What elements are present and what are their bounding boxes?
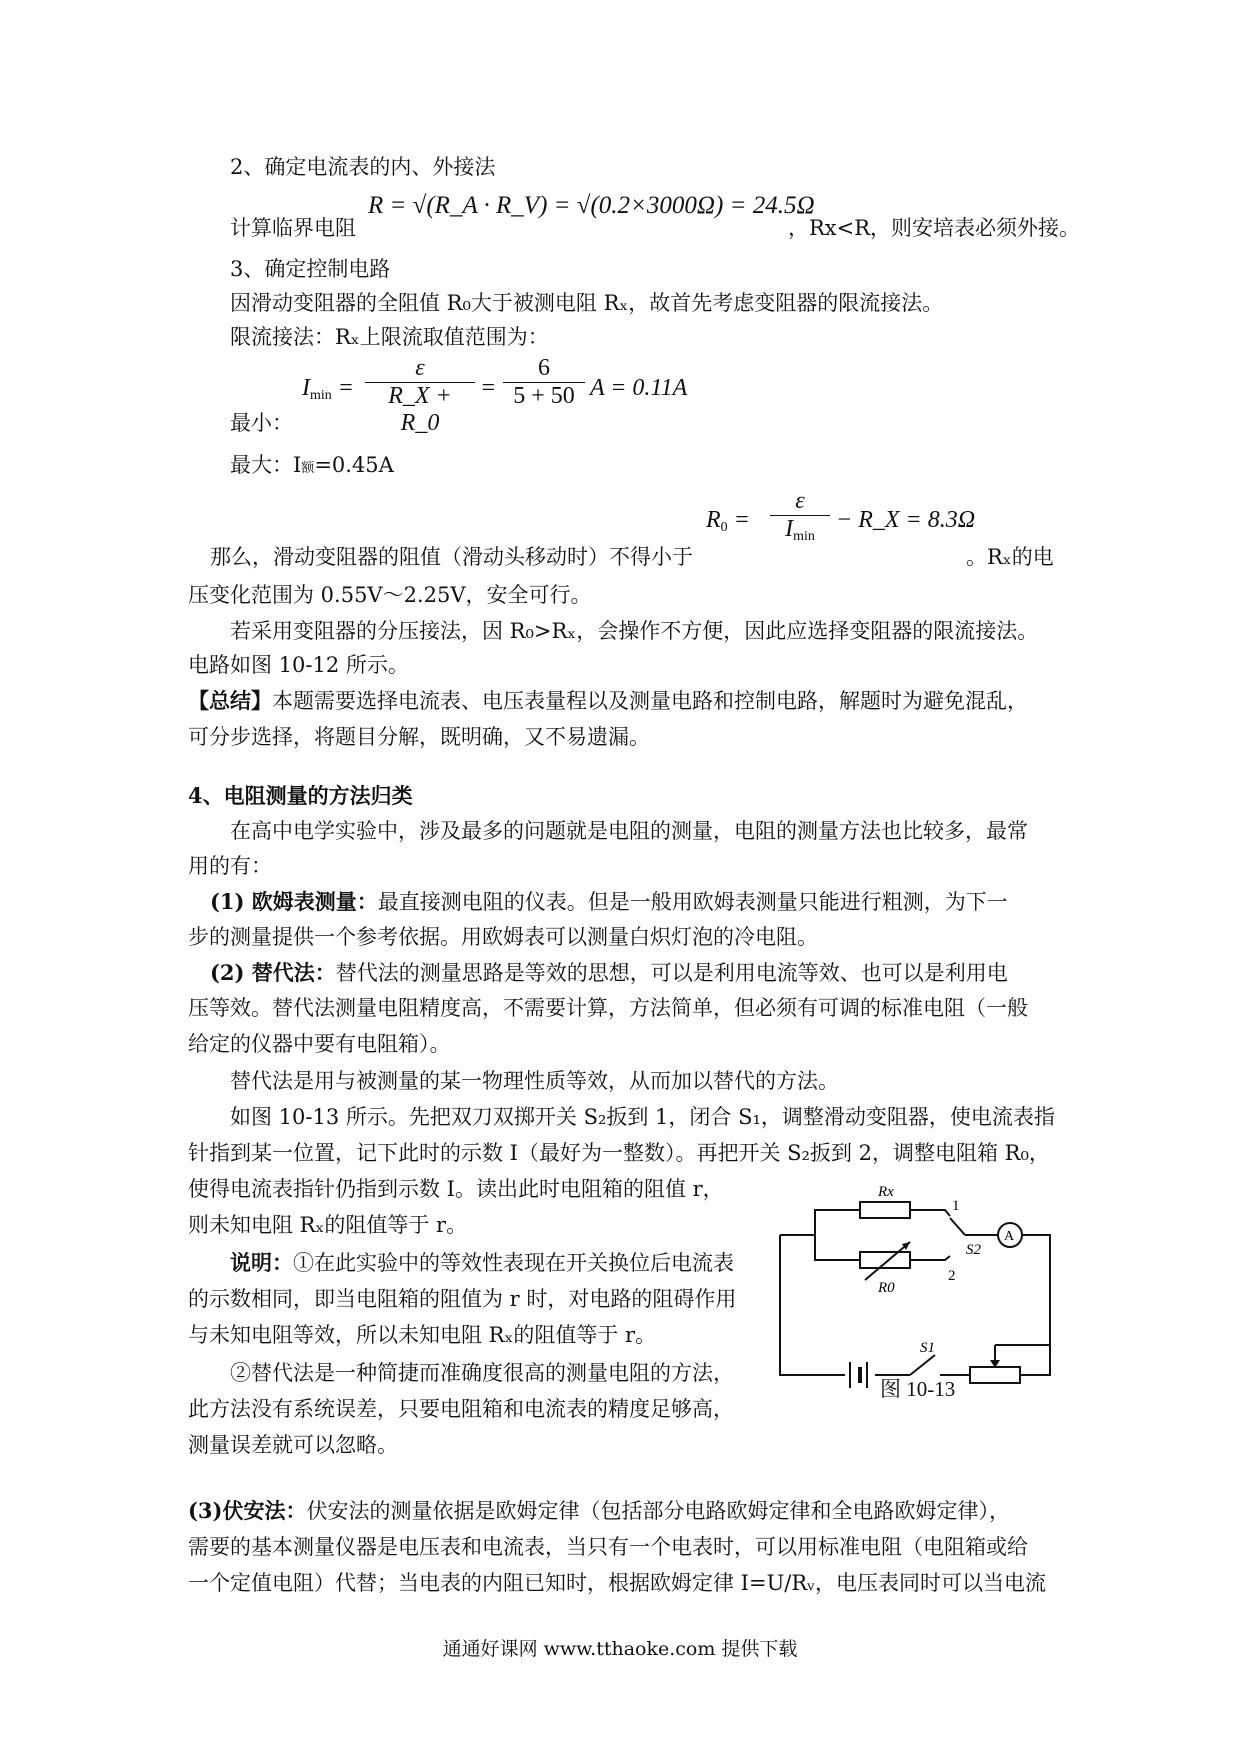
label-s1: S1 xyxy=(920,1340,935,1356)
paragraph-line: ②替代法是一种简捷而准确度很高的测量电阻的方法， xyxy=(230,1361,734,1385)
paragraph-line: 限流接法：Rₓ上限流取值范围为： xyxy=(230,325,549,349)
paragraph-line: 电路如图 10-12 所示。 xyxy=(188,653,409,677)
paragraph-line: 若采用变阻器的分压接法，因 R₀>Rₓ，会操作不方便，因此应选择变阻器的限流接法。 xyxy=(230,619,1039,643)
paragraph-line: 的示数相同，即当电阻箱的阻值为 r 时，对电路的阻碍作用 xyxy=(188,1287,737,1311)
circuit-wire xyxy=(1020,1235,1050,1375)
critical-resistance-conclusion: ，Rx<R，则安培表必须外接。 xyxy=(788,216,1081,240)
switch-s1 xyxy=(910,1355,935,1375)
fraction-numerator: ε xyxy=(795,488,805,514)
section4-heading: 4、电阻测量的方法归类 xyxy=(188,783,413,808)
method2-line: (2) 替代法：替代法的测量思路是等效的思想，可以是利用电流等效、也可以是利用电 xyxy=(210,960,1008,985)
min-label: 最小： xyxy=(230,411,293,435)
figure-caption: 图 10-13 xyxy=(880,1377,956,1401)
label-rx: Rx xyxy=(878,1184,894,1200)
page-footer: 通通好课网 www.tthaoke.com 提供下载 xyxy=(442,1638,798,1660)
paragraph-line: 那么，滑动变阻器的阻值（滑动头移动时）不得小于 xyxy=(210,545,693,569)
rheostat xyxy=(970,1367,1020,1383)
equals-sign: = xyxy=(480,375,497,401)
variable-arrow xyxy=(865,1242,910,1280)
label-r0: R0 xyxy=(878,1280,895,1296)
label-ammeter: A xyxy=(1004,1229,1015,1244)
max-line: 最大：I额=0.45A xyxy=(230,453,394,477)
paragraph-line: 可分步选择，将题目分解，既明确，又不易遗漏。 xyxy=(188,725,650,749)
method3-line: (3)伏安法：伏安法的测量依据是欧姆定律（包括部分电路欧姆定律和全电路欧姆定律）， xyxy=(188,1498,1010,1523)
note-line: 说明：①在此实验中的等效性表现在开关换位后电流表 xyxy=(230,1250,734,1275)
paragraph-line: 步的测量提供一个参考依据。用欧姆表可以测量白炽灯泡的冷电阻。 xyxy=(188,925,818,949)
method1-line: (1) 欧姆表测量：最直接测电阻的仪表。但是一般用欧姆表测量只能进行粗测，为下一 xyxy=(210,889,1008,914)
critical-resistance-formula: R = √(R_A · R_V) = √(0.2×3000Ω) = 24.5Ω xyxy=(368,192,815,219)
paragraph-line: 给定的仪器中要有电阻箱）。 xyxy=(188,1032,451,1056)
paragraph-line: 在高中电学实验中，涉及最多的问题就是电阻的测量，电阻的测量方法也比较多，最常 xyxy=(230,819,1028,843)
label-s2: S2 xyxy=(966,1242,981,1258)
circuit-wire xyxy=(780,1210,860,1235)
circuit-wire xyxy=(910,1210,950,1216)
paragraph-line: 压变化范围为 0.55V～2.25V，安全可行。 xyxy=(188,583,592,607)
section2-heading: 2、确定电流表的内、外接法 xyxy=(230,155,496,179)
paragraph-line: 。Rₓ的电 xyxy=(966,545,1054,569)
fraction-denominator: 5 + 50 xyxy=(503,382,585,410)
paragraph-line: 一个定值电阻）代替；当电表的内阻已知时，根据欧姆定律 I=U/Rᵥ，电压表同时可以当电流 xyxy=(188,1571,1046,1595)
imin-fraction-2 xyxy=(503,355,585,410)
summary-line: 【总结】本题需要选择电流表、电压表量程以及测量电路和控制电路，解题时为避免混乱， xyxy=(188,688,1028,713)
r0-lhs: $R_0$ = xyxy=(706,507,750,535)
paragraph-line: 如图 10-13 所示。先把双刀双掷开关 S₂扳到 1，闭合 S₁，调整滑动变阻器，使电流表指 xyxy=(230,1105,1055,1129)
paragraph-line: 需要的基本测量仪器是电压表和电流表，当只有一个电表时，可以用标准电阻（电阻箱或给 xyxy=(188,1535,1028,1559)
fraction-numerator: ε xyxy=(415,355,425,381)
imin-lhs: $I_{min}$ = xyxy=(302,375,354,403)
imin-fraction-1 xyxy=(365,355,475,437)
paragraph-line: 使得电流表指针仍指到示数 I。读出此时电阻箱的阻值 r， xyxy=(188,1177,724,1201)
circuit-wire xyxy=(815,1235,860,1260)
imin-rhs: A = 0.11A xyxy=(590,375,688,401)
paragraph-line: 测量误差就可以忽略。 xyxy=(188,1433,398,1457)
resistor-rx xyxy=(860,1202,910,1218)
paragraph-line: 与未知电阻等效，所以未知电阻 Rₓ的阻值等于 r。 xyxy=(188,1323,657,1347)
fraction-denominator: R_X + R_0 xyxy=(365,382,475,437)
critical-resistance-label: 计算临界电阻 xyxy=(230,216,356,240)
paragraph-line: 针指到某一位置，记下此时的示数 I（最好为一整数）。再把开关 S₂扳到 2，调整电阻箱 R₀， xyxy=(188,1141,1050,1165)
summary-tag: 【总结】 xyxy=(188,688,272,713)
section3-heading: 3、确定控制电路 xyxy=(230,257,391,281)
paragraph-line: 则未知电阻 Rₓ的阻值等于 r。 xyxy=(188,1213,468,1237)
paragraph-line: 因滑动变阻器的全阻值 R₀大于被测电阻 Rₓ，故首先考虑变阻器的限流接法。 xyxy=(230,291,944,315)
fraction-numerator: 6 xyxy=(538,355,550,381)
switch-s2 xyxy=(950,1218,965,1235)
circuit-wire xyxy=(910,1256,950,1260)
paragraph-line: 此方法没有系统误差，只要电阻箱和电流表的精度足够高， xyxy=(188,1397,734,1421)
label-2: 2 xyxy=(948,1268,956,1284)
resistance-box-r0 xyxy=(860,1252,910,1268)
paragraph-line: 替代法是用与被测量的某一物理性质等效，从而加以替代的方法。 xyxy=(230,1069,839,1093)
paragraph-line: 压等效。替代法测量电阻精度高，不需要计算，方法简单，但必须有可调的标准电阻（一般 xyxy=(188,996,1028,1020)
label-1: 1 xyxy=(952,1198,960,1214)
circuit-wire xyxy=(780,1235,845,1375)
r0-rhs: − R_X = 8.3Ω xyxy=(836,507,976,533)
r0-fraction xyxy=(770,488,830,545)
fraction-denominator: $I_{min}$ xyxy=(770,515,830,545)
paragraph-line: 用的有： xyxy=(188,854,272,878)
